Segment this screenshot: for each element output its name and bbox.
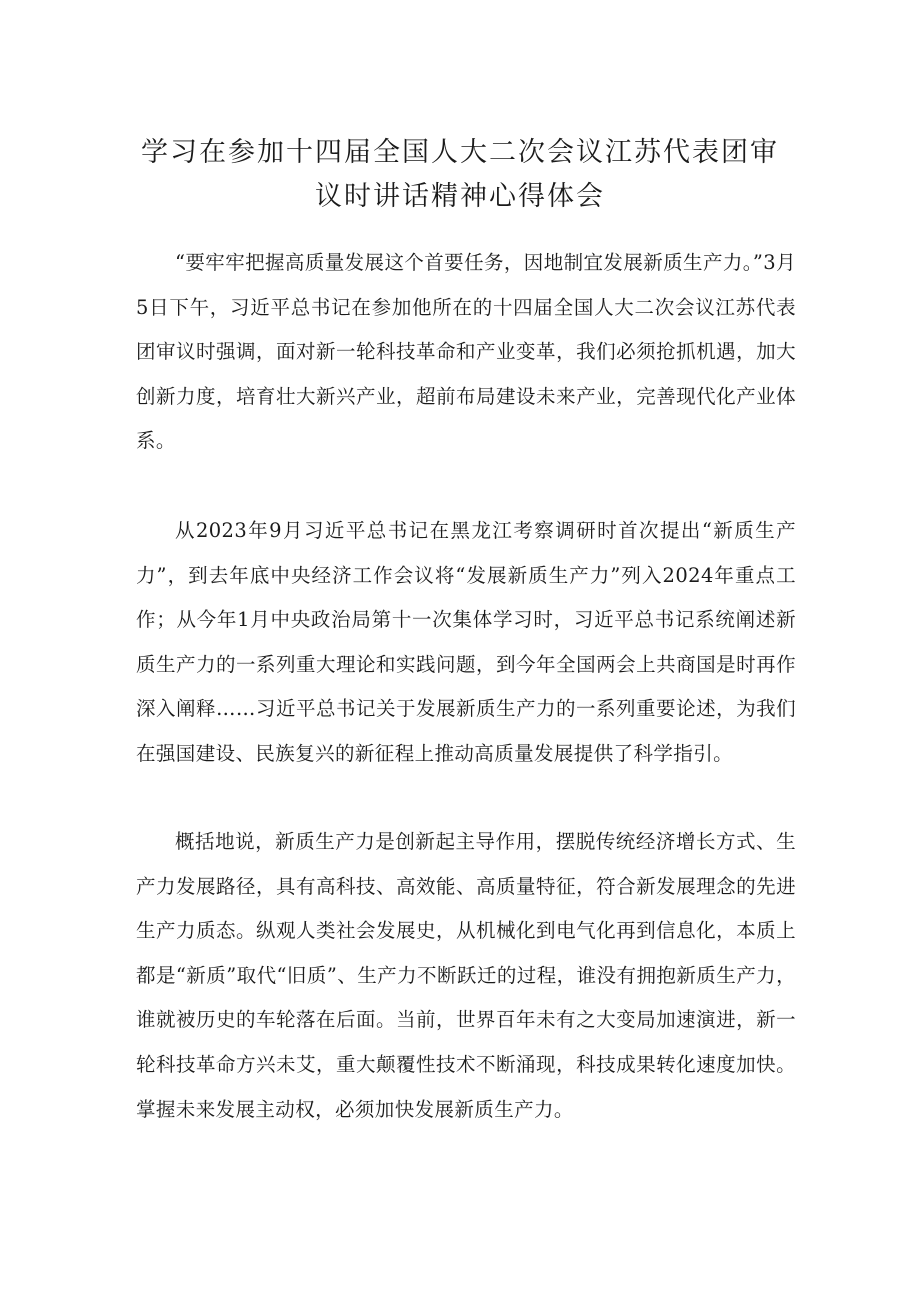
body-paragraph-1: “要牢牢把握高质量发展这个首要任务，因地制宜发展新质生产力。”3月5日下午，习近平总书记在参加他所在的十四届全国人大二次会议江苏代表团审议时强调，面对新一轮科技革命和产业变革，我们必须抢抓机遇，加大创新力度，培育壮大新兴产业，超前布局建设未来产业，完善现代化产业体系。 [136, 251, 796, 453]
document-title-line-1: 学习在参加十四届全国人大二次会议江苏代表团审 [141, 137, 779, 168]
body-paragraph-3: 概括地说，新质生产力是创新起主导作用，摆脱传统经济增长方式、生产力发展路径，具有高科技、高效能、高质量特征，符合新发展理念的先进生产力质态。纵观人类社会发展史，从机械化到电气化再到信息化，本质上都是“新质”取代“旧质”、生产力不断跃迁的过程，谁没有拥抱新质生产力，谁就被历史的车轮落在后面。当前，世界百年未有之大变局加速演进，新一轮科技革命方兴未艾，重大颠覆性技术不断涌现，科技成果转化速度加快。掌握未来发展主动权，必须加快发展新质生产力。 [136, 830, 796, 1121]
body-paragraph-2: 从2023年9月习近平总书记在黑龙江考察调研时首次提出“新质生产力”，到去年底中央经济工作会议将“发展新质生产力”列入2024年重点工作；从今年1月中央政治局第十一次集体学习时，习近平总书记系统阐述新质生产力的一系列重大理论和实践问题，到今年全国两会上共商国是时再作深入阐释……习近平总书记关于发展新质生产力的一系列重要论述，为我们在强国建设、民族复兴的新征程上推动高质量发展提供了科学指引。 [136, 519, 796, 765]
document-title-line-2: 议时讲话精神心得体会 [315, 181, 605, 212]
